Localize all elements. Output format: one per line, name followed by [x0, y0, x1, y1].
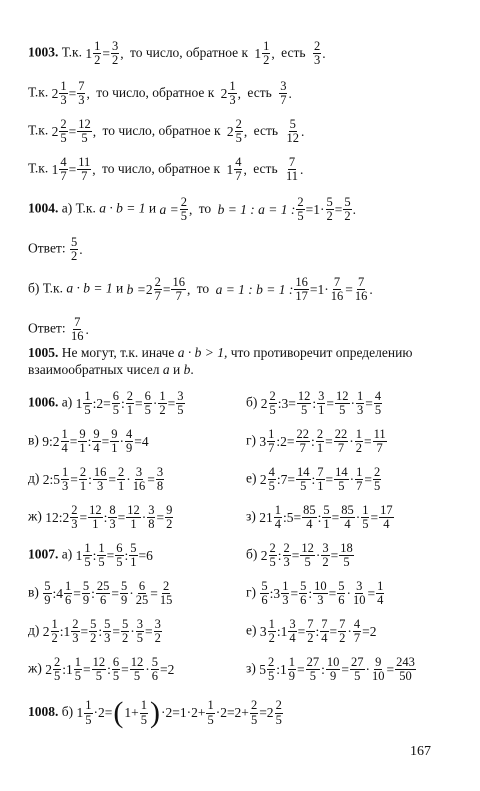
math: a = 1 : b = 1 :	[215, 281, 294, 297]
line-1006-a: 1006. а) 1 $\frac{1}{5}$ :2= $\frac{6}{5}$ : $\frac{2}{1}$ = $\frac{6}{5}$ · $\frac{1}{2}$ = $\frac{3}{5}$	[28, 389, 184, 418]
line-1003-4: Т.к. 1 $\frac{4}{7}$ = $\frac{11}{7}$ , то число, обратное к 1 $\frac{4}{7}$ , есть $\frac{7}{11}$ .	[28, 155, 304, 184]
line-1006-b: б) 2 $\frac{2}{5}$ :3= $\frac{12}{5}$ : $\frac{3}{1}$ = $\frac{12}{5}$ · $\frac{1}{3}$ = $\frac{4}{5}$	[246, 389, 382, 418]
math: a · b > 1,	[177, 345, 228, 360]
text: то число, обратное к	[102, 160, 221, 176]
letter: б)	[28, 280, 40, 296]
line-1008-b: 1008. б) 1 $\frac{1}{5}$ ·2= ( 1+ $\frac{1}{5}$ ) ·2=1·2+ $\frac{1}{5}$ ·2=2+ $\frac{2}{5}$ =2 $\frac{2}{5}$	[28, 696, 282, 729]
text: и	[172, 362, 181, 377]
text: есть	[281, 44, 306, 60]
line-1006-g: г) 3 $\frac{1}{7}$ :2= $\frac{22}{7}$ : $\frac{2}{1}$ = $\frac{22}{7}$ · $\frac{1}{2}$ = $\frac{11}{7}$	[246, 427, 386, 456]
letter: е)	[246, 470, 257, 486]
line-1004-b-answer: Ответ: $\frac{7}{16}$ .	[28, 315, 89, 344]
line-1006-z: з) 21 $\frac{1}{4}$ :5= $\frac{85}{4}$ : $\frac{5}{1}$ = $\frac{85}{4}$ · $\frac{1}{5}$ = $\frac{17}{4}$	[246, 503, 393, 532]
text: Т.к.	[28, 122, 49, 138]
text: Т.к.	[75, 200, 96, 216]
math: a · b = 1	[66, 280, 113, 296]
letter: в)	[28, 432, 39, 448]
text: Т.к.	[28, 160, 49, 176]
letter: д)	[28, 622, 40, 638]
page-number: 167	[410, 744, 431, 759]
line-1007-g: г) $\frac{5}{6}$ :3 $\frac{1}{3}$ = $\frac{5}{6}$ : $\frac{10}{3}$ = $\frac{5}{6}$ · $\frac{3}{10}$ = $\frac{1}{4}$	[246, 579, 384, 608]
problem-number: 1003.	[28, 44, 59, 60]
letter: е)	[246, 622, 257, 638]
problem-number: 1008.	[28, 704, 59, 720]
text: Т.к.	[61, 44, 82, 60]
math: b =	[126, 281, 146, 297]
line-1007-v: в) $\frac{5}{9}$ :4 $\frac{1}{6}$ = $\frac{5}{9}$ : $\frac{25}{6}$ = $\frac{5}{9}$ · $\frac{6}{25}$ = $\frac{2}{15}$	[28, 579, 173, 608]
letter: г)	[246, 584, 257, 600]
line-1007-d: д) 2 $\frac{1}{2}$ :1 $\frac{2}{3}$ = $\frac{5}{2}$ : $\frac{5}{3}$ = $\frac{5}{2}$ · $\frac{3}{5}$ = $\frac{3}{2}$	[28, 617, 161, 646]
line-1007-a: 1007. а) 1 $\frac{1}{5}$ : $\frac{1}{5}$ = $\frac{6}{5}$ : $\frac{5}{1}$ =6	[28, 541, 153, 570]
text: то число, обратное к	[102, 122, 221, 138]
math: a	[162, 362, 170, 377]
line-1003-3: Т.к. 2 $\frac{2}{5}$ = $\frac{12}{5}$ , то число, обратное к 2 $\frac{2}{5}$ , есть $\frac{5}{12}$ .	[28, 117, 305, 146]
letter: ж)	[28, 508, 42, 524]
line-1006-d: д) 2:5 $\frac{1}{3}$ = $\frac{2}{1}$ : $\frac{16}{3}$ = $\frac{2}{1}$ · $\frac{3}{16}$ = $\frac{3}{8}$	[28, 465, 164, 494]
text: и	[115, 280, 124, 296]
letter: а)	[61, 546, 73, 562]
answer-label: Ответ:	[28, 240, 66, 256]
text: есть	[253, 160, 278, 176]
problem-number: 1005.	[28, 345, 59, 360]
text: Т.к.	[28, 84, 49, 100]
math: a · b = 1	[99, 200, 146, 216]
line-1007-zh: ж) 2 $\frac{2}{5}$ :1 $\frac{1}{5}$ = $\frac{12}{5}$ : $\frac{6}{5}$ = $\frac{12}{5}$ · $\frac{5}{6}$ =2	[28, 655, 175, 684]
problem-number: 1004.	[28, 200, 59, 216]
text: Не могут, т.к. иначе	[61, 345, 175, 360]
math: b	[183, 362, 191, 377]
line-1006-e: е) 2 $\frac{4}{5}$ :7= $\frac{14}{5}$ : $\frac{7}{1}$ = $\frac{14}{5}$ · $\frac{1}{7}$ = $\frac{2}{5}$	[246, 465, 381, 494]
math: b = 1 : a = 1 :	[217, 201, 296, 217]
text: и	[148, 200, 157, 216]
text: есть	[253, 122, 279, 138]
letter: з)	[246, 660, 256, 676]
text: то число, обратное к	[129, 44, 249, 60]
letter: ж)	[28, 660, 42, 676]
problem-number: 1006.	[28, 394, 59, 410]
line-1004-a-answer: Ответ: $\frac{5}{2}$ .	[28, 235, 83, 264]
letter: а)	[61, 394, 73, 410]
math: a =	[159, 201, 179, 217]
letter: д)	[28, 470, 40, 486]
letter: а)	[61, 200, 73, 216]
problem-number: 1007.	[28, 546, 59, 562]
line-1007-e: е) 3 $\frac{1}{2}$ :1 $\frac{3}{4}$ = $\frac{7}{2}$ : $\frac{7}{4}$ = $\frac{7}{2}$ · $\frac{4}{7}$ =2	[246, 617, 377, 646]
line-1005-2: взаимообратных чисел a и b.	[28, 362, 194, 377]
letter: б)	[61, 704, 74, 720]
text: взаимообратных чисел	[28, 362, 160, 377]
line-1003-1: 1003. Т.к. 1 $\frac{1}{2}$ = $\frac{3}{2}$ , то число, обратное к 1 $\frac{1}{2}$ , есть $\frac{2}{3}$ .	[28, 39, 326, 68]
text: Т.к.	[42, 280, 63, 296]
text: то	[196, 280, 210, 296]
text: есть	[247, 84, 272, 100]
line-1006-v: в) 9:2 $\frac{1}{4}$ = $\frac{9}{1}$ : $\frac{9}{4}$ = $\frac{9}{1}$ · $\frac{4}{9}$ =4	[28, 427, 149, 456]
text: то число, обратное к	[96, 84, 215, 100]
letter: б)	[246, 546, 258, 562]
letter: з)	[246, 508, 256, 524]
line-1006-zh: ж) 12:2 $\frac{2}{3}$ = $\frac{12}{1}$ : $\frac{8}{3}$ = $\frac{12}{1}$ · $\frac{3}{8}$ = $\frac{9}{2}$	[28, 503, 173, 532]
line-1007-b: б) 2 $\frac{2}{5}$ : $\frac{2}{3}$ = $\frac{12}{5}$ · $\frac{3}{2}$ = $\frac{18}{5}$	[246, 541, 353, 570]
letter: в)	[28, 584, 39, 600]
answer-label: Ответ:	[28, 320, 66, 336]
text: то	[198, 200, 212, 216]
line-1004-a: 1004. а) Т.к. a · b = 1 и a = $\frac{2}{5}$ , то b = 1 : a = 1 : $\frac{2}{5}$ =1· $\frac{5}{2}$ = $\frac{5}{2}$ .	[28, 195, 357, 224]
line-1003-2: Т.к. 2 $\frac{1}{3}$ = $\frac{7}{3}$ , то число, обратное к 2 $\frac{1}{3}$ , есть $\frac{3}{7}$ .	[28, 79, 292, 108]
line-1007-z: з) 5 $\frac{2}{5}$ :1 $\frac{1}{9}$ = $\frac{27}{5}$ : $\frac{10}{9}$ = $\frac{27}{5}$ · $\frac{9}{10}$ = $\frac{243}{50}$	[246, 655, 415, 684]
letter: г)	[246, 432, 257, 448]
text: что противоречит определению	[230, 345, 413, 360]
line-1005-1	[28, 346, 412, 360]
line-1004-b: б) Т.к. a · b = 1 и b = 2 $\frac{2}{7}$ = $\frac{16}{7}$ , то a = 1 : b = 1 : $\frac{16}{17}$ =1· $\frac{7}{16}$ = $\frac{7}{16}$ .	[28, 275, 373, 304]
letter: б)	[246, 394, 258, 410]
